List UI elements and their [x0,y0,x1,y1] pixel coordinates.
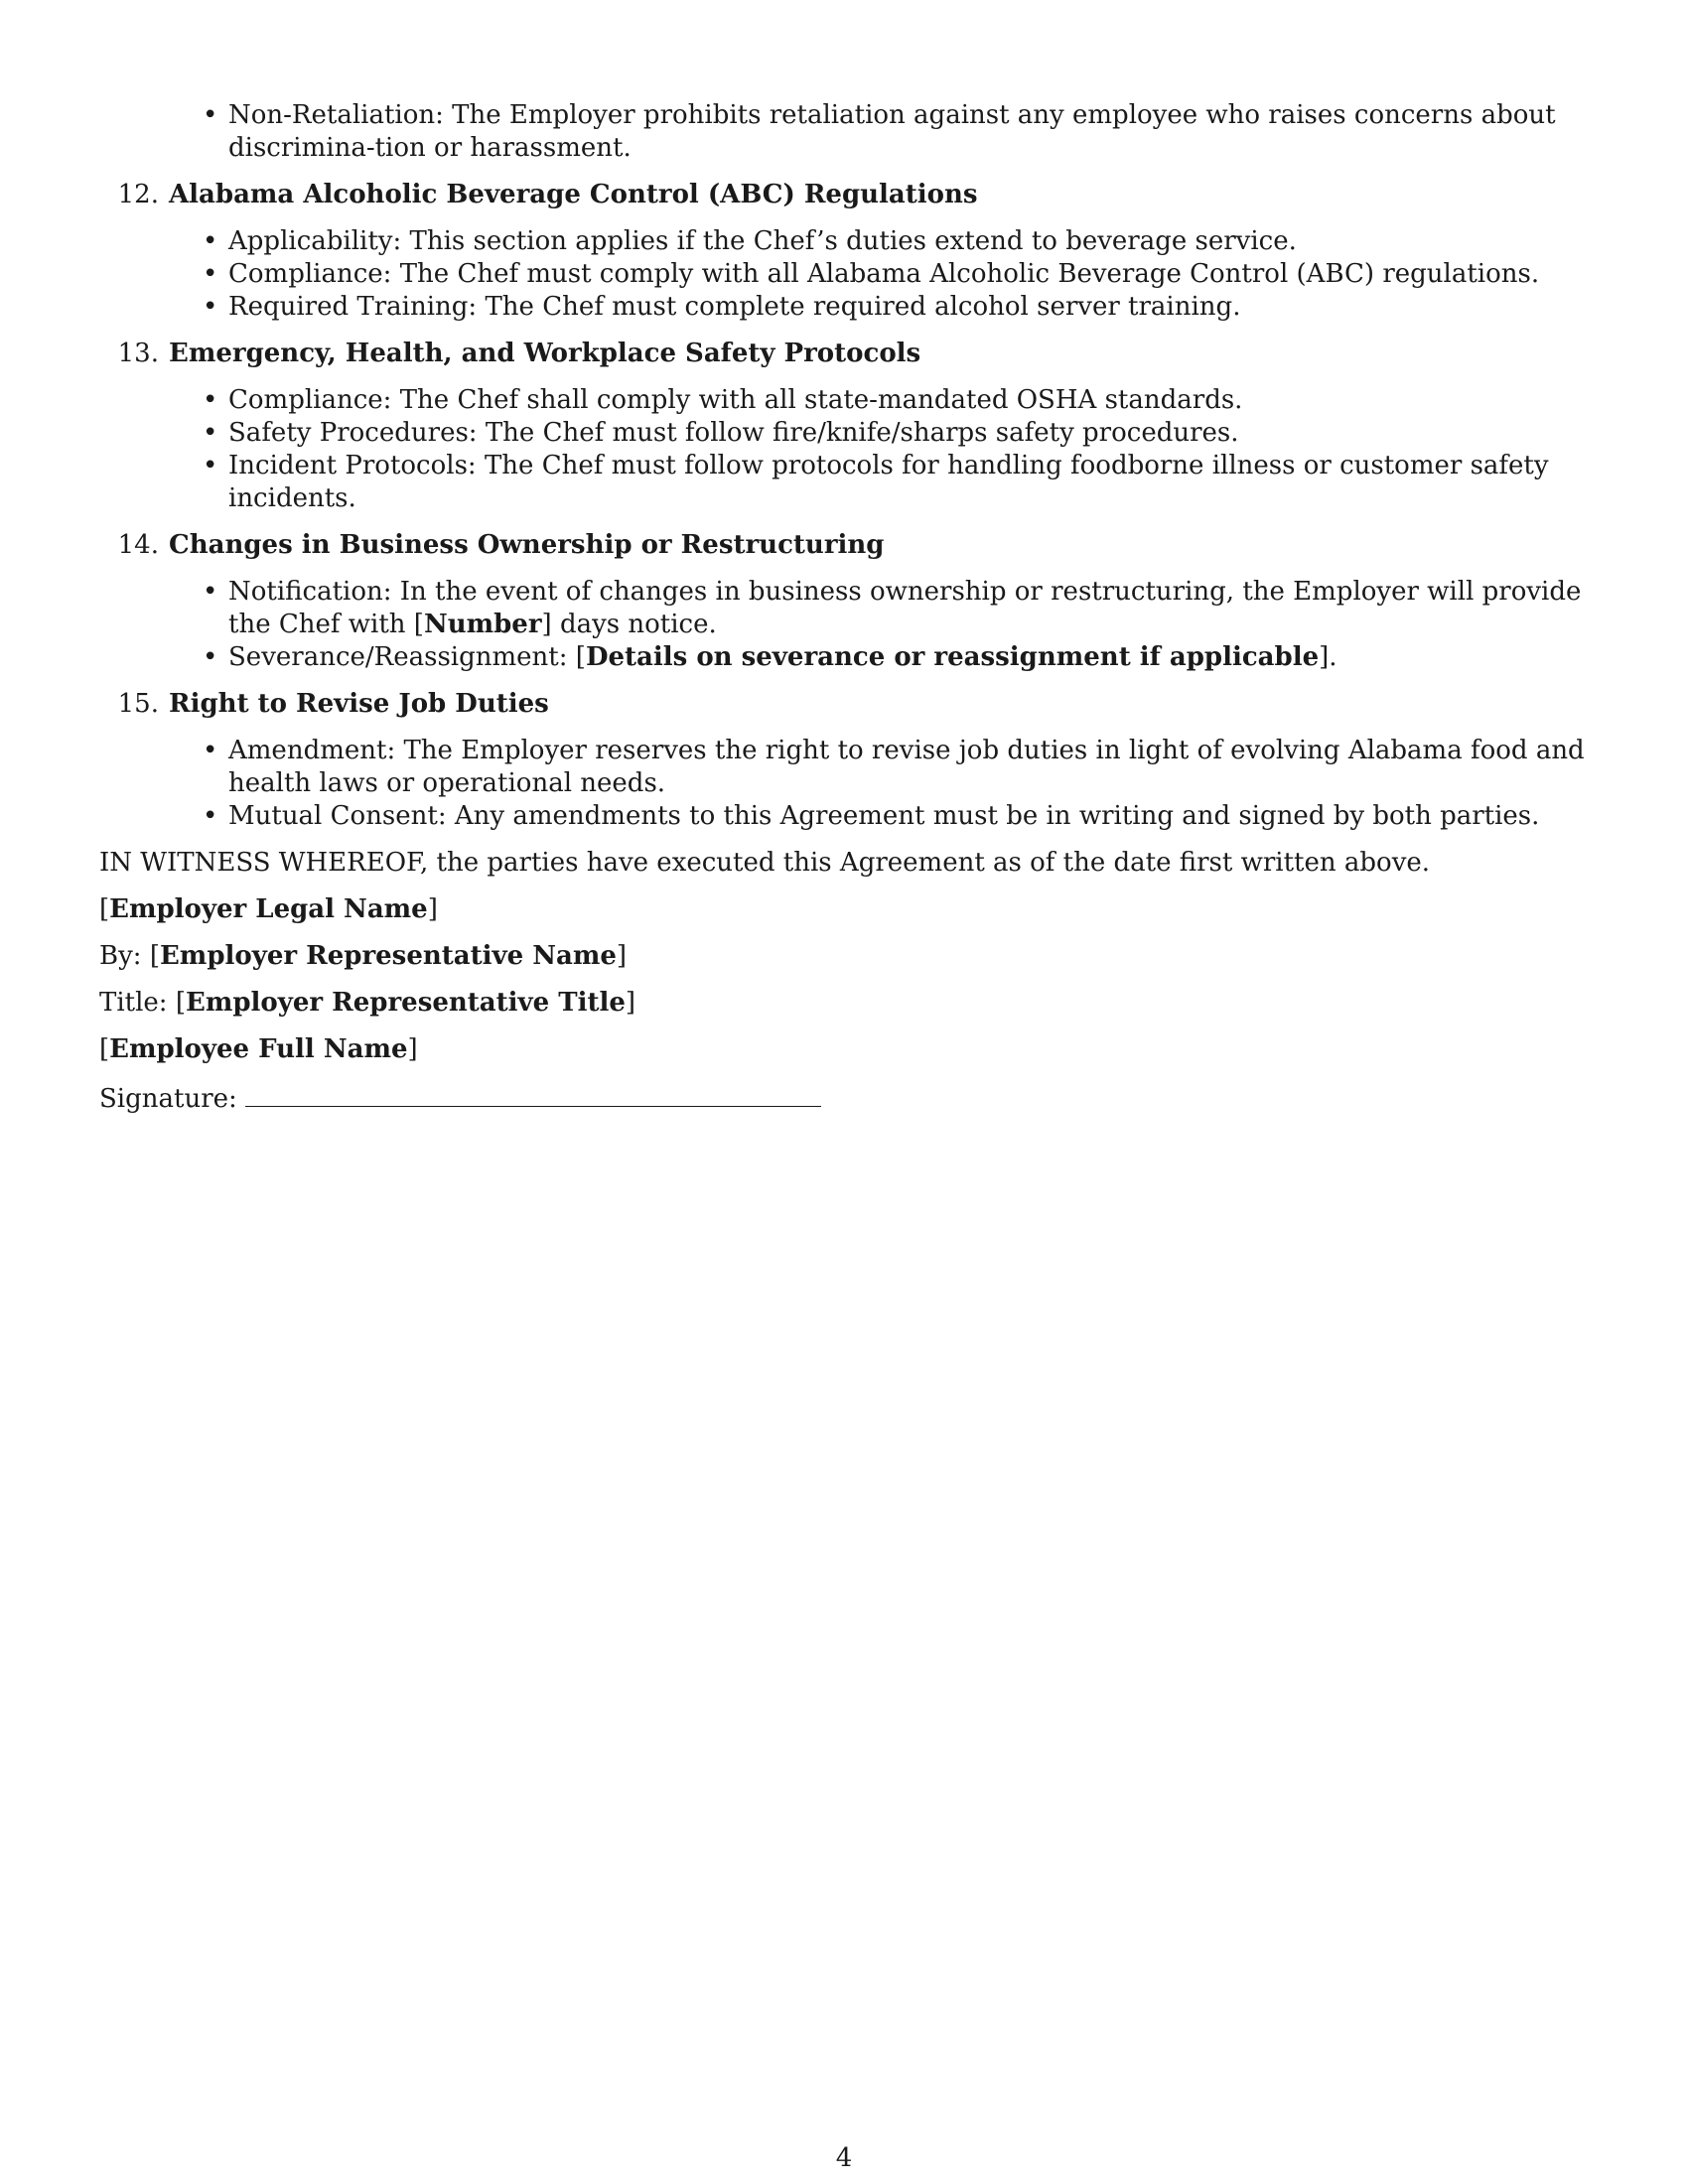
employee-name-line: [Employee Full Name] [99,1034,418,1064]
title-line: Title: [Employer Representative Title] [99,988,636,1018]
page-number: 4 [835,2143,853,2173]
employer-representative-name: Employer Representative Name [159,941,617,971]
section-14 [99,529,1589,674]
section-13 [99,338,1589,515]
section-number: 12. [117,180,159,209]
section-15 [99,688,1589,833]
intro-bullet-list [99,99,1589,165]
bullet-severance: • Severance/Reassignment: [Details on severance or reassignment if applicable]. [228,641,1589,674]
section-number: 13. [117,339,159,368]
bullet-non-retaliation: • Non-Retaliation: The Employer prohibits retaliation against any employee who raises concerns about discrimina-tion or harassment. [228,99,1589,165]
section-heading [99,688,1589,721]
bullet-amendment: • Amendment: The Employer reserves the right to revise job duties in light of evolving Alabama food and health laws or operational needs. [228,735,1589,800]
employer-legal-name: Employer Legal Name [109,894,428,924]
bullet-notification: • Notification: In the event of changes in business ownership or restructuring, the Employer will provide the Chef with [Number] days notice. [228,576,1589,641]
bullet-required-training: • Required Training: The Chef must complete required alcohol server training. [228,291,1589,324]
section-heading [99,529,1589,562]
section-12 [99,179,1589,324]
witness-paragraph: IN WITNESS WHEREOF, the parties have executed this Agreement as of the date first written above. [99,848,1431,878]
bullet-list [99,225,1589,324]
bullet-incident-protocols: • Incident Protocols: The Chef must follow protocols for handling foodborne illness or customer safety incidents. [228,450,1589,515]
bullet-list [99,576,1589,674]
signature-field[interactable] [245,1080,821,1107]
document-page [99,99,1589,1116]
employer-representative-title: Employer Representative Title [186,988,626,1018]
employer-name-line: [Employer Legal Name] [99,894,438,924]
bullet-list [99,735,1589,833]
section-title: Changes in Business Ownership or Restructuring [169,530,885,560]
section-heading [99,179,1589,211]
bullet-mutual-consent: • Mutual Consent: Any amendments to this Agreement must be in writing and signed by both parties. [228,800,1589,833]
section-number: 15. [117,689,159,719]
placeholder-severance-details: Details on severance or reassignment if applicable [585,642,1320,672]
employee-full-name: Employee Full Name [109,1034,408,1064]
section-title: Emergency, Health, and Workplace Safety Protocols [169,339,921,368]
bullet-applicability: • Applicability: This section applies if the Chef’s duties extend to beverage service. [228,225,1589,258]
bullet-compliance: • Compliance: The Chef shall comply with all state-mandated OSHA standards. [228,384,1589,417]
signature-line: Signature: [99,1080,1589,1116]
placeholder-number: Number [423,610,542,639]
bullet-list [99,384,1589,515]
by-line: By: [Employer Representative Name] [99,941,628,971]
section-title: Alabama Alcoholic Beverage Control (ABC) Regulations [169,180,978,209]
bullet-safety-procedures: • Safety Procedures: The Chef must follow fire/knife/sharps safety procedures. [228,417,1589,450]
bullet-compliance: • Compliance: The Chef must comply with all Alabama Alcoholic Beverage Control (ABC) regulations. [228,258,1589,291]
section-number: 14. [117,530,159,560]
section-title: Right to Revise Job Duties [169,689,549,719]
section-heading [99,338,1589,370]
